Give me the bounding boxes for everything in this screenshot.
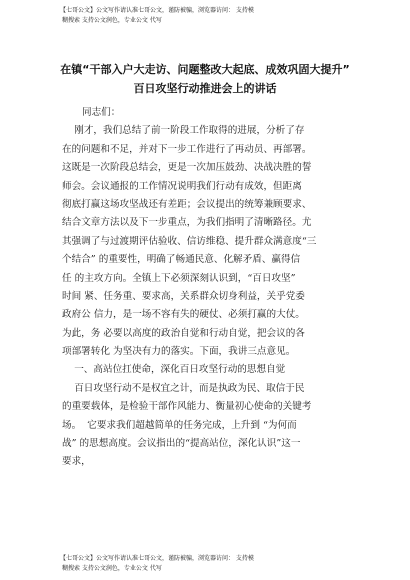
section-heading: 一、高站位扛使命，深化百日攻坚行动的思想自觉 xyxy=(62,364,286,376)
header-line-2: 糊搜索 支持公文润色，专业公文 代写 xyxy=(62,17,162,24)
body-line: 这既是一次阶段总结会，更是一次加压鼓劲、决战决胜的誓 xyxy=(62,162,312,174)
body-line: 要求， xyxy=(62,456,91,468)
body-line: 个结合” 的重要性，明确了畅通民意、化解矛盾、赢得信 xyxy=(62,254,301,266)
document-body xyxy=(62,104,362,472)
body-line: 师会。会议通报的工作情况说明我们行动有成效，但距离 xyxy=(62,180,302,192)
body-line: 彻底打赢这场攻坚战还有差距；会议提出的统筹兼顾要求、 xyxy=(62,198,312,210)
page-footer xyxy=(60,554,360,574)
title-line-1: 在镇“干部入户大走访、问题整改大起底、成效巩固大提升” xyxy=(60,63,350,76)
body-line: 刚才，我们总结了前一阶段工作取得的进展，分析了存 xyxy=(62,125,305,137)
body-line: 政府公 信力，是一场不容有失的硬仗、必须打赢的大仗。 xyxy=(62,309,305,321)
body-line: 结合文章方法以及下一步重点，为我们指明了清晰路径。尤 xyxy=(62,217,312,229)
title-line-2: 百日攻坚行动推进会上的讲话 xyxy=(133,82,277,95)
footer-line-2: 糊搜索 支持公文润色，专业公文 代写 xyxy=(62,565,162,572)
body-line: 战” 的思想高度。会议指出的“提高站位，深化认识”这一 xyxy=(62,438,301,450)
body-line: 其强调了与过渡期评估验收、信访维稳、提升群众满意度“三 xyxy=(62,235,317,247)
body-line: 项部署转化 为坚决有力的落实。下面，我讲三点意见。 xyxy=(62,346,296,358)
document-title xyxy=(40,60,370,98)
body-line: 同志们： xyxy=(82,107,121,118)
body-line: 为此，务 必要以高度的政治自觉和行动自觉，把会议的各 xyxy=(62,327,305,339)
body-line: 的重要载体，是检验干部作风能力、衡量初心使命的关键考 xyxy=(62,401,312,413)
header-line-1: 【七哥公文】公文写作请认准七哥公文，谨防被骗，浏览器访问： 支持模 xyxy=(60,7,254,14)
body-line: 场。 它要求我们超越简单的任务完成，上升到 “为何而 xyxy=(62,419,297,431)
body-line: 百日攻坚行动不是权宜之计，而是执政为民、取信于民 xyxy=(62,382,305,394)
body-line: 时间 紧、任务重、要求高，关系群众切身利益，关乎党委 xyxy=(62,290,305,302)
footer-line-1: 【七哥公文】公文写作请认准七哥公文，谨防被骗，浏览器访问： 支持模 xyxy=(60,555,254,562)
body-line: 任 的主攻方向。全镇上下必须深刻认识到，“百日攻坚” xyxy=(62,272,296,284)
body-line: 在的问题和不足，并对下一步工作进行了再动员、再部署。 xyxy=(62,143,312,155)
page-header xyxy=(60,6,360,26)
